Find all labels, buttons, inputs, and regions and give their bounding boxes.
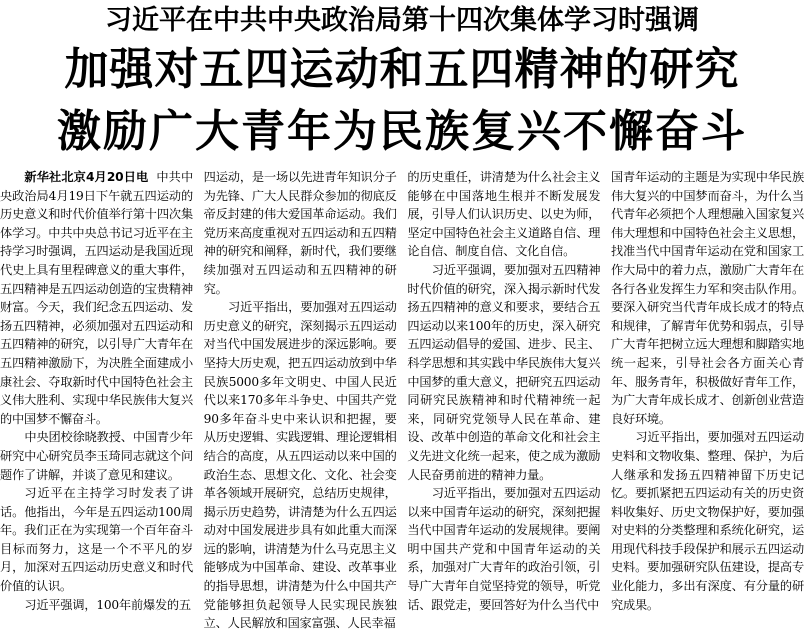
kicker-title: 习近平在中共中央政治局第十四次集体学习时强调 (105, 5, 699, 36)
text-column-1 (0, 168, 193, 612)
dateline: 新华社北京4月20日电 (24, 170, 149, 184)
text-column-2 (203, 168, 397, 631)
lead-paragraph (0, 168, 193, 428)
paragraph: 习近平指出，要加强对五四运动史料和文物收集、整理、保护，为后人继承和发扬五四精神留下历史记忆。要抓紧把五四运动有关的历史资料收集好、历史文物保护好，要加强对史料的分类整理和系统化研究，运用现代科技手段保护和展示五四运动史料。要加强研究队伍建设，提高专业化能力，多出有深度、有分量的研究成果。 (610, 430, 804, 612)
paragraph: 习近平在主持学习时发表了讲话。他指出，今年是五四运动100周年。我们正在为实现第一个百年奋斗目标而努力，这是一个不平凡的岁月，加深对五四运动历史意义和时代价值的认识。 (0, 486, 193, 594)
headline-line-1: 加强对五四运动和五四精神的研究 (64, 44, 740, 95)
paragraph-text: 中共中央政治局4月19日下午就五四运动的历史意义和时代价值举行第十四次集体学习。中共中央总书记习近平在主持学习时强调，五四运动是我国近现代史上具有里程碑意义的重大事件，五四精神是五四运动创造的宝贵精神财富。今天，我们纪念五四运动、发扬五四精神，必须加强对五四运动和五四精神的研究，以引导广大青年在五四精神激励下，为决胜全面建成小康社会、夺取新时代中国特色社会主义伟大胜利、实现中华民族伟大复兴的中国梦不懈奋斗。 (0, 170, 193, 426)
paragraph: 中央团校徐晓教授、中国青少年研究中心研究员李玉琦同志就这个问题作了讲解，并谈了意见和建议。 (0, 430, 193, 482)
paragraph: 习近平强调，100年前爆发的五 (24, 597, 191, 612)
paragraph: 的历史重任，讲清楚为什么社会主义能够在中国落地生根并不断发展发展，引导人们认识历史、以史为师，坚定中国特色社会主义道路自信、理论自信、制度自信、文化自信。 (407, 170, 601, 259)
article-body (0, 168, 804, 631)
paragraph: 习近平指出，要加强对五四运动以来中国青年运动的研究，深刻把握当代中国青年运动的发展规律。要阐明中国共产党和中国青年运动的关系，加强对广大青年的政治引领，引导广大青年自觉坚持党的领导，听党话、跟党走，要回答好为什么当代中 (407, 486, 601, 612)
paragraph: 习近平强调，要加强对五四精神时代价值的研究，深入揭示新时代发扬五四精神的意义和要求，要结合五四运动以来100年的历史，深入研究五四运动倡导的爱国、进步、民主、科学思想和其实践中华民族伟大复兴中国梦的重大意义，把研究五四运动同研究民族精神和时代精神统一起来，同研究党领导人民在革命、建设、改革中创造的革命文化和社会主义先进文化统一起来，使之成为激励人民奋勇前进的精神力量。 (407, 262, 601, 482)
text-column-4 (610, 168, 804, 612)
paragraph: 国青年运动的主题是为实现中华民族伟大复兴的中国梦而奋斗，为什么当代青年必须把个人理想融入国家复兴伟大理想和中国特色社会主义思想，找准当代中国青年运动在党和国家工作大局中的着力点，激励广大青年在各行各业发挥生力军和突击队作用。要深入研究当代青年成长成才的特点和规律，了解青年优势和弱点，引导广大青年把树立远大理想和脚踏实地统一起来，引导社会各方面关心青年、服务青年，积极做好青年工作，为广大青年成长成才、创新创业营造良好环境。 (610, 170, 804, 426)
text-column-3 (407, 168, 601, 612)
headline-line-2: 激励广大青年为民族复兴不懈奋斗 (57, 106, 747, 157)
paragraph: 四运动，是一场以先进青年知识分子为先锋、广大人民群众参加的彻底反帝反封建的伟大爱国革命运动。我们党历来高度重视对五四运动和五四精神的研究和阐释，新时代，我们要继续加强对五四运动和五四精神的研究。 (203, 170, 397, 296)
paragraph: 习近平指出，要加强对五四运动历史意义的研究，深刻揭示五四运动对当代中国发展进步的深远影响。要坚持大历史观，把五四运动放到中华民族5000多年文明史、中国人民近代以来170多年斗争史、中国共产党90多年奋斗史中来认识和把握，要从历史逻辑、实践逻辑、理论逻辑相结合的高度，从五四运动以来中国的政治生态、思想文化、文化、社会变革各领域开展研究，总结历史规律，揭示历史趋势，讲清楚为什么五四运动对中国发展进步具有如此重大而深远的影响，讲清楚为什么马克思主义能够成为中国革命、建设、改革事业的指导思想，讲清楚为什么中国共产党能够担负起领导人民实现民族独立、人民解放和国家富强、人民幸福 (203, 300, 397, 631)
